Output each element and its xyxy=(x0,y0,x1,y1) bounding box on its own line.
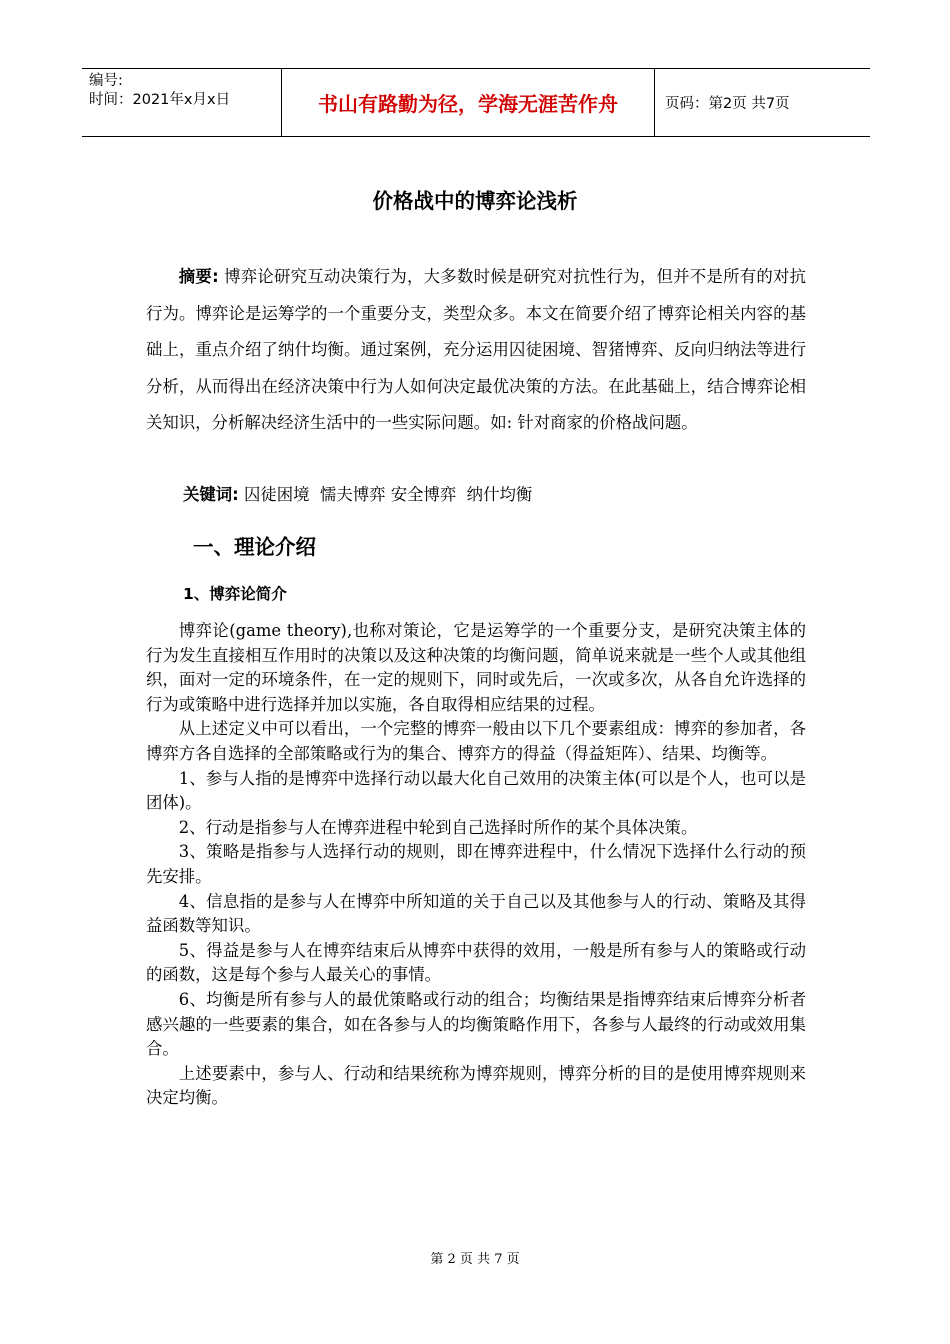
body-paragraph: 3、策略是指参与人选择行动的规则，即在博弈进程中，什么情况下选择什么行动的预先安排。 xyxy=(146,842,806,886)
abstract-block xyxy=(146,259,806,442)
page-footer: 第 2 页 共 7 页 xyxy=(430,1252,520,1267)
keywords-text: 囚徒困境 懦夫博弈 安全博弈 纳什均衡 xyxy=(238,485,533,504)
section-heading: 一、理论介绍 xyxy=(193,535,316,559)
document-number-label: 编号: xyxy=(89,73,123,89)
document-time-label: 时间：2021年x月x日 xyxy=(89,92,231,108)
body-paragraph: 1、参与人指的是博弈中选择行动以最大化自己效用的决策主体(可以是个人，也可以是团体)。 xyxy=(146,768,806,813)
body-paragraph: 5、得益是参与人在博弈结束后从博弈中获得的效用，一般是所有参与人的策略或行动的函数，这是每个参与人最关心的事情。 xyxy=(146,940,806,985)
abstract-paragraph xyxy=(146,259,806,442)
header-page-info: 页码：第2页 共7页 xyxy=(665,96,790,112)
abstract-label: 摘要: xyxy=(178,267,219,286)
body-paragraph: 从上述定义中可以看出，一个完整的博弈一般由以下几个要素组成：博弈的参加者，各博弈方各自选择的全部策略或行为的集合、博弈方的得益（得益矩阵）、结果、均衡等。 xyxy=(146,719,806,763)
header-left-cell xyxy=(82,69,282,136)
body-paragraph: 6、均衡是所有参与人的最优策略或行动的组合；均衡结果是指博弈结束后博弈分析者感兴趣的一些要素的集合，如在各参与人的均衡策略作用下，各参与人最终的行动或效用集合。 xyxy=(146,989,806,1059)
document-title: 价格战中的博弈论浅析 xyxy=(372,189,578,213)
body-paragraph: 博弈论(game theory),也称对策论，它是运筹学的一个重要分支，是研究决策主体的行为发生直接相互作用时的决策以及这种决策的均衡问题，简单说来就是一些个人或其他组织，面对一定的环境条件，在一定的规则下，同时或先后，一次或多次，从各自允许选择的行为或策略中进行选择并加以实施，各自取得相应结果的过程。 xyxy=(146,621,806,714)
keywords-label: 关键词: xyxy=(183,485,239,504)
header-motto: 书山有路勤为径，学海无涯苦作舟 xyxy=(282,69,655,136)
abstract-text: 博弈论研究互动决策行为，大多数时候是研究对抗性行为，但并不是所有的对抗行为。博弈论是运筹学的一个重要分支，类型众多。本文在简要介绍了博弈论相关内容的基础上，重点介绍了纳什均衡。通过案例，充分运用囚徒困境、智猪博弈、反向归纳法等进行分析，从而得出在经济决策中行为人如何决定最优决策的方法。在此基础上，结合博弈论相关知识，分析解决经济生活中的一些实际问题。如: 针对商家的价格战问题。 xyxy=(146,267,806,432)
body-text xyxy=(146,619,806,1111)
body-paragraph: 上述要素中，参与人、行动和结果统称为博弈规则，博弈分析的目的是使用博弈规则来决定均衡。 xyxy=(146,1063,806,1108)
subsection-heading: 1、博弈论简介 xyxy=(183,585,287,603)
body-paragraph: 4、信息指的是参与人在博弈中所知道的关于自己以及其他参与人的行动、策略及其得益函数等知识。 xyxy=(146,891,806,936)
keywords-line xyxy=(183,480,532,510)
body-paragraph: 2、行动是指参与人在博弈进程中轮到自己选择时所作的某个具体决策。 xyxy=(178,817,698,837)
header-table xyxy=(82,68,870,137)
